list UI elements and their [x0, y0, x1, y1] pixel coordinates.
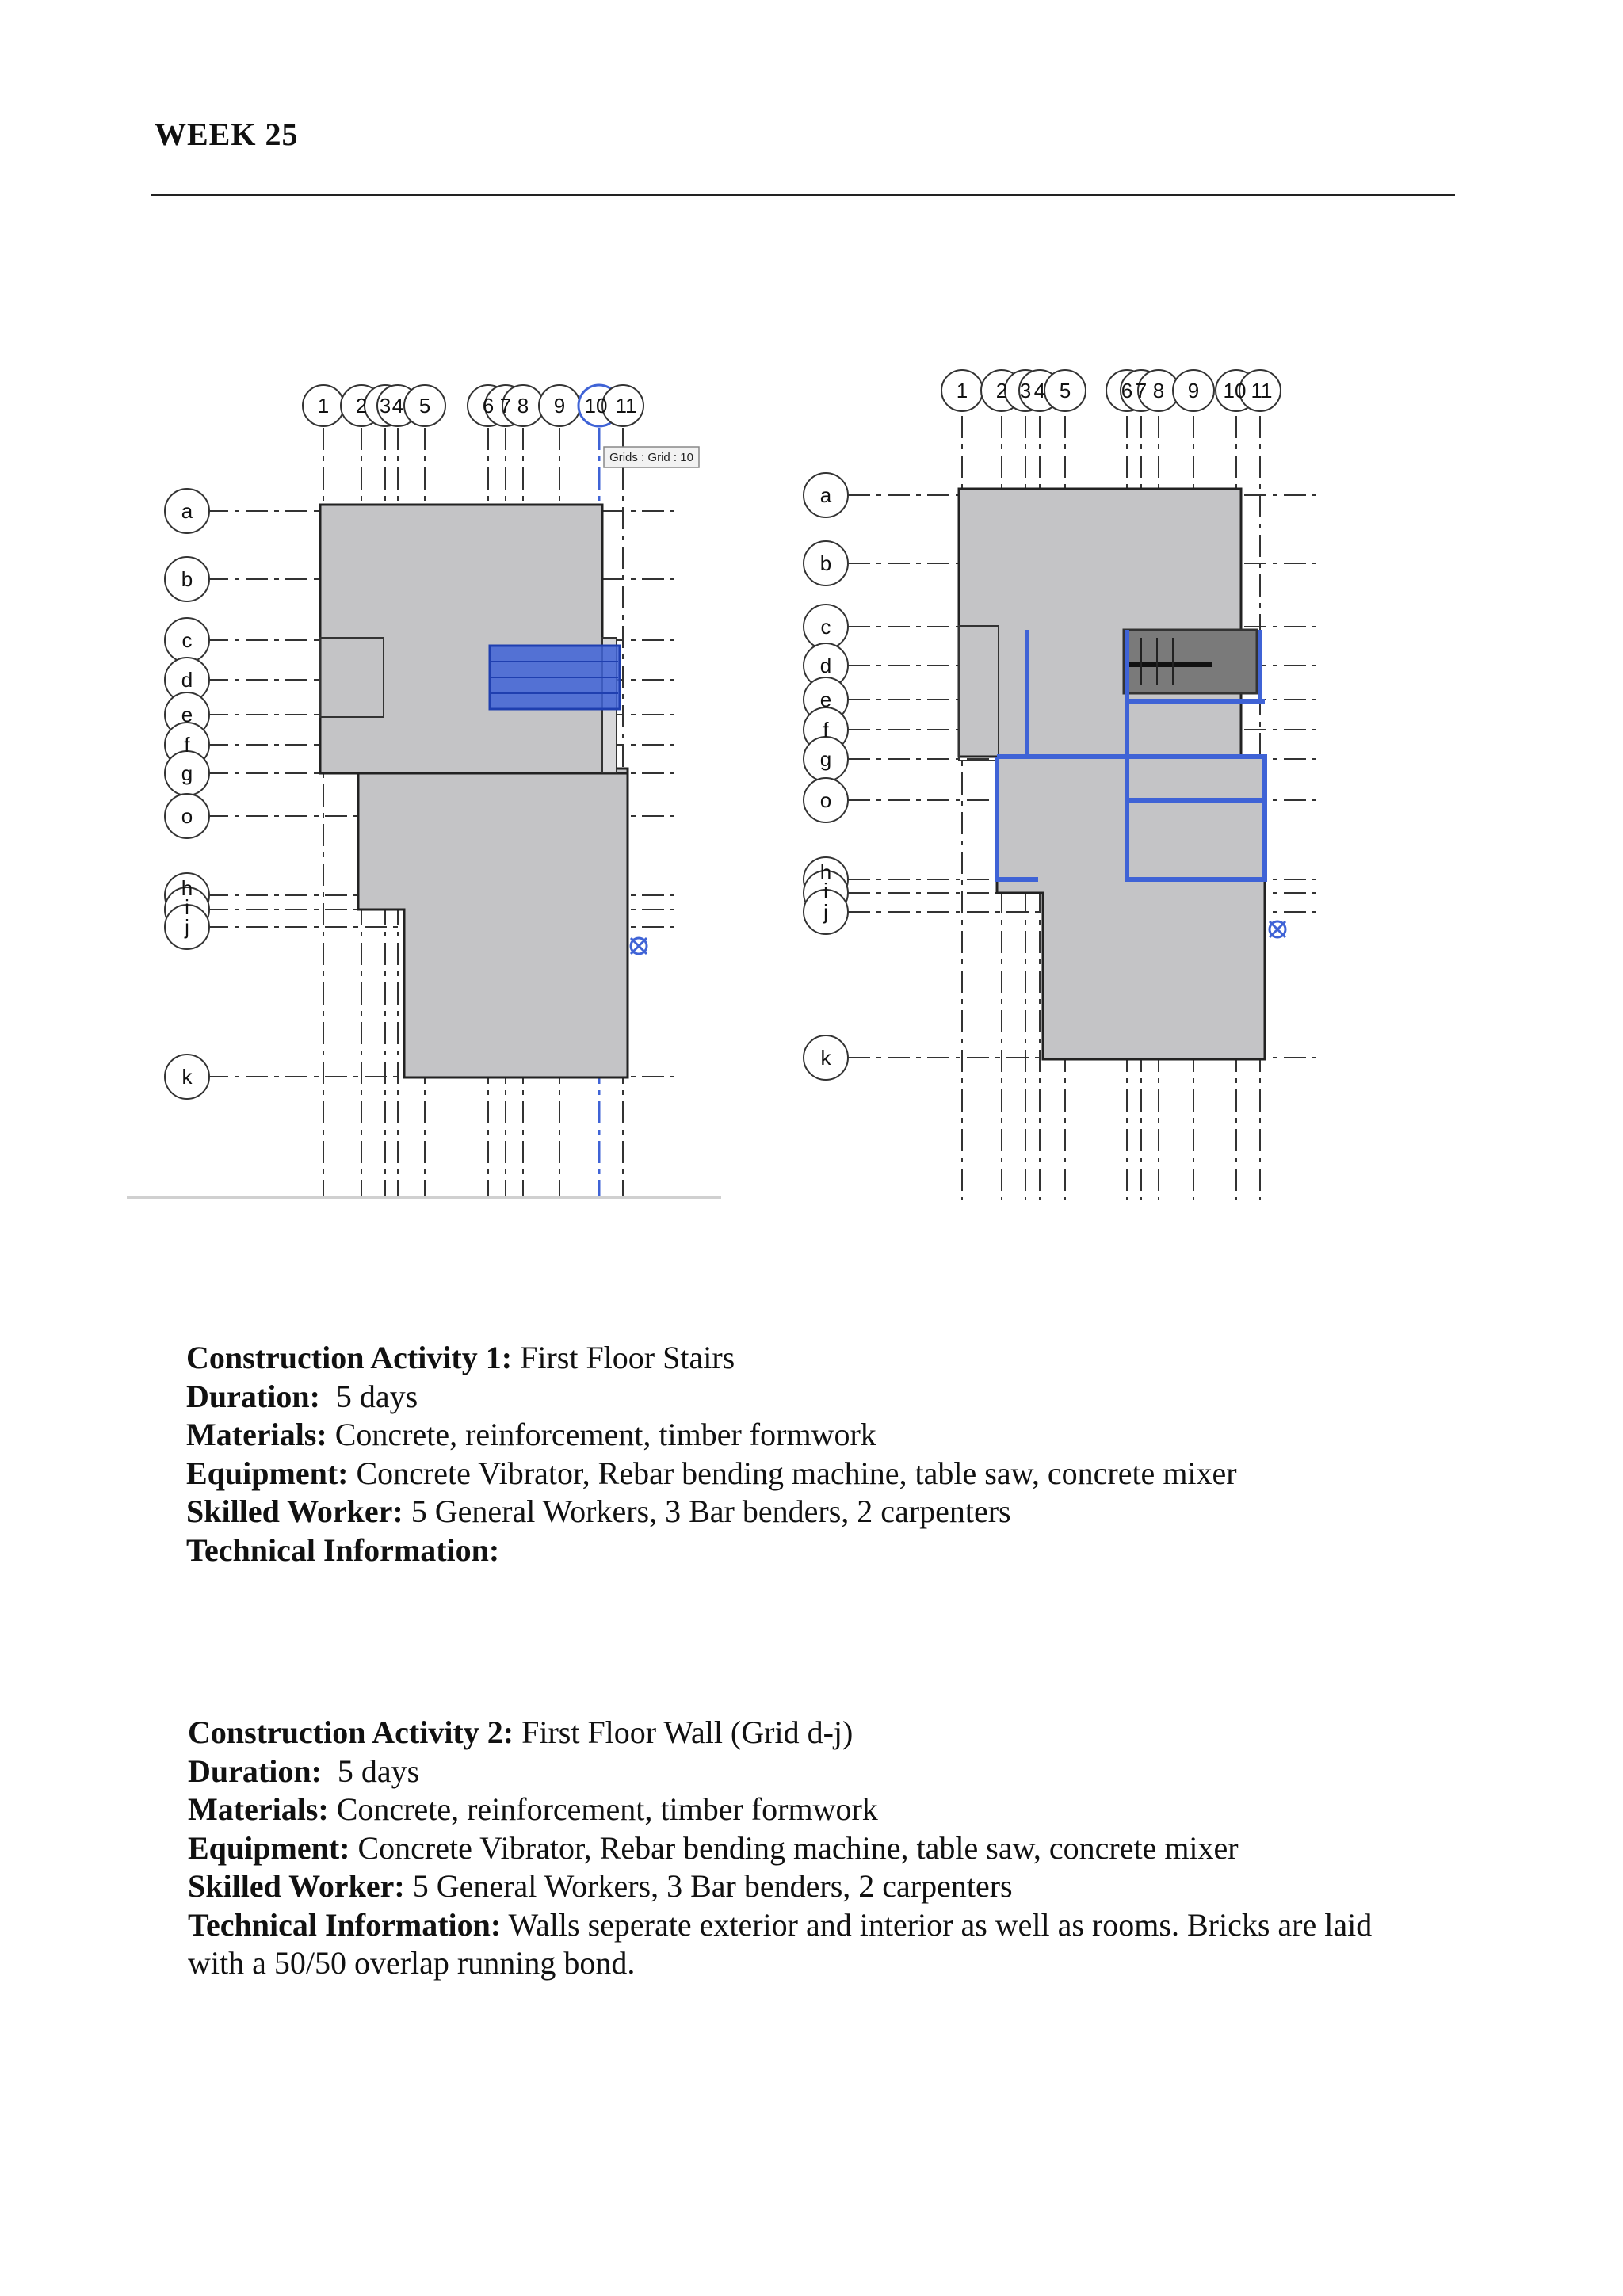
row-grid-label: b [181, 567, 193, 591]
col-grid-label: 9 [553, 394, 566, 418]
materials-value: Concrete, reinforcement, timber formwork [336, 1791, 878, 1827]
col-grid-label: 10 [1223, 379, 1247, 402]
technical-label: Technical Information: [186, 1531, 500, 1568]
col-grid-label: 8 [517, 394, 529, 418]
row-grid-label: c [181, 628, 193, 652]
row-grid-label: o [819, 788, 832, 812]
row-grid-label: e [819, 688, 832, 711]
row-grid-label: d [181, 668, 193, 692]
equipment-value: Concrete Vibrator, Rebar bending machine, table saw, concrete mixer [357, 1829, 1239, 1866]
activity-equipment [186, 1455, 1423, 1493]
col-grid-label: 4 [1033, 379, 1046, 402]
col-grid-label: 7 [1135, 379, 1148, 402]
row-grid-label: b [819, 551, 832, 575]
row-grid-label: g [181, 761, 193, 785]
slab-outline[interactable] [959, 489, 1265, 1059]
equipment-label: Equipment: [188, 1829, 350, 1866]
row-grid-label: i [185, 895, 189, 919]
grid-tooltip [604, 447, 699, 467]
col-grid-label: 3 [1019, 379, 1032, 402]
row-grid-label: i [823, 879, 828, 902]
stair-element[interactable] [1124, 630, 1257, 693]
activity-title-value: First Floor Stairs [520, 1340, 735, 1375]
floor-plan-right-drawing [792, 360, 1363, 1200]
page-heading: WEEK 25 [155, 116, 299, 152]
view-scrollbar[interactable] [127, 1196, 721, 1199]
duration-label: Duration: [188, 1753, 322, 1789]
row-grid-label: k [181, 1065, 193, 1089]
duration-label: Duration: [186, 1378, 320, 1414]
activity-title [188, 1714, 1424, 1753]
activity-block-1 [186, 1339, 1423, 1569]
activity-materials [188, 1791, 1424, 1829]
col-grid-label: 2 [995, 379, 1008, 402]
grid-tooltip-text: Grids : Grid : 10 [609, 451, 693, 464]
row-grid-label: j [185, 915, 189, 939]
col-grid-label: 11 [1251, 379, 1273, 402]
col-grid-label: 10 [584, 394, 608, 418]
activity-title-label: Construction Activity 1: [186, 1340, 513, 1375]
row-grid-label: o [181, 804, 193, 828]
workers-label: Skilled Worker: [188, 1868, 405, 1904]
col-grid-label: 2 [355, 394, 368, 418]
activity-materials [186, 1416, 1423, 1455]
heading-divider [151, 194, 1455, 196]
activity-technical [186, 1531, 1423, 1570]
workers-value: 5 General Workers, 3 Bar benders, 2 carpenters [411, 1493, 1011, 1529]
activity-title-label: Construction Activity 2: [188, 1714, 514, 1750]
floor-plan-left-drawing [119, 372, 737, 1212]
col-grid-label: 3 [379, 394, 391, 418]
row-grid-label: f [823, 718, 829, 742]
workers-label: Skilled Worker: [186, 1493, 403, 1529]
row-grid-label: g [819, 747, 832, 771]
col-grid-label: 9 [1187, 379, 1200, 402]
col-grid-label: 6 [1121, 379, 1133, 402]
row-grid-label: j [823, 900, 828, 924]
activity-block-2 [188, 1714, 1424, 1983]
equipment-value: Concrete Vibrator, Rebar bending machine, table saw, concrete mixer [356, 1455, 1237, 1491]
row-grid-label: a [181, 499, 193, 523]
view-cube-icon[interactable] [631, 938, 647, 954]
row-grid-label: f [184, 733, 190, 757]
materials-label: Materials: [186, 1417, 327, 1452]
materials-label: Materials: [188, 1791, 329, 1827]
activity-title-value: First Floor Wall (Grid d-j) [521, 1714, 854, 1750]
activity-workers [186, 1493, 1423, 1531]
row-grid-label: h [819, 860, 832, 884]
floor-plan-left [119, 372, 737, 1216]
row-grid-label: a [819, 483, 832, 507]
col-grid-label: 11 [615, 394, 637, 418]
col-grid-label: 4 [391, 394, 404, 418]
view-cube-icon[interactable] [1270, 921, 1285, 937]
technical-value: Walls seperate exterior and interior as well as rooms. Bricks are laid with a 50/50 overlap running bond. [188, 1906, 1373, 1981]
col-grid-label: 5 [1059, 379, 1071, 402]
col-grid-label: 1 [317, 394, 330, 418]
materials-value: Concrete, reinforcement, timber formwork [334, 1417, 876, 1452]
activity-title [186, 1339, 1423, 1378]
col-grid-label: 6 [482, 394, 495, 418]
col-grid-label: 1 [956, 379, 968, 402]
technical-label: Technical Information: [188, 1906, 502, 1943]
row-grid-label: h [181, 876, 193, 900]
floor-plan-right [792, 360, 1363, 1204]
duration-value: 5 days [335, 1378, 418, 1414]
row-grid-label: e [181, 703, 193, 727]
col-grid-label: 5 [418, 394, 431, 418]
col-grid-label: 7 [499, 394, 512, 418]
stair-selection[interactable] [490, 646, 620, 709]
activity-duration [186, 1378, 1423, 1417]
row-grid-label: k [820, 1046, 831, 1070]
row-grid-label: d [819, 654, 832, 677]
activity-equipment [188, 1829, 1424, 1868]
row-grid-label: c [820, 615, 831, 639]
activity-technical [188, 1906, 1424, 1983]
activity-duration [188, 1753, 1424, 1791]
col-grid-label: 8 [1152, 379, 1165, 402]
activity-workers [188, 1867, 1424, 1906]
equipment-label: Equipment: [186, 1455, 349, 1491]
workers-value: 5 General Workers, 3 Bar benders, 2 carpenters [412, 1868, 1013, 1904]
duration-value: 5 days [337, 1753, 420, 1789]
slab-outline[interactable] [320, 505, 628, 1077]
